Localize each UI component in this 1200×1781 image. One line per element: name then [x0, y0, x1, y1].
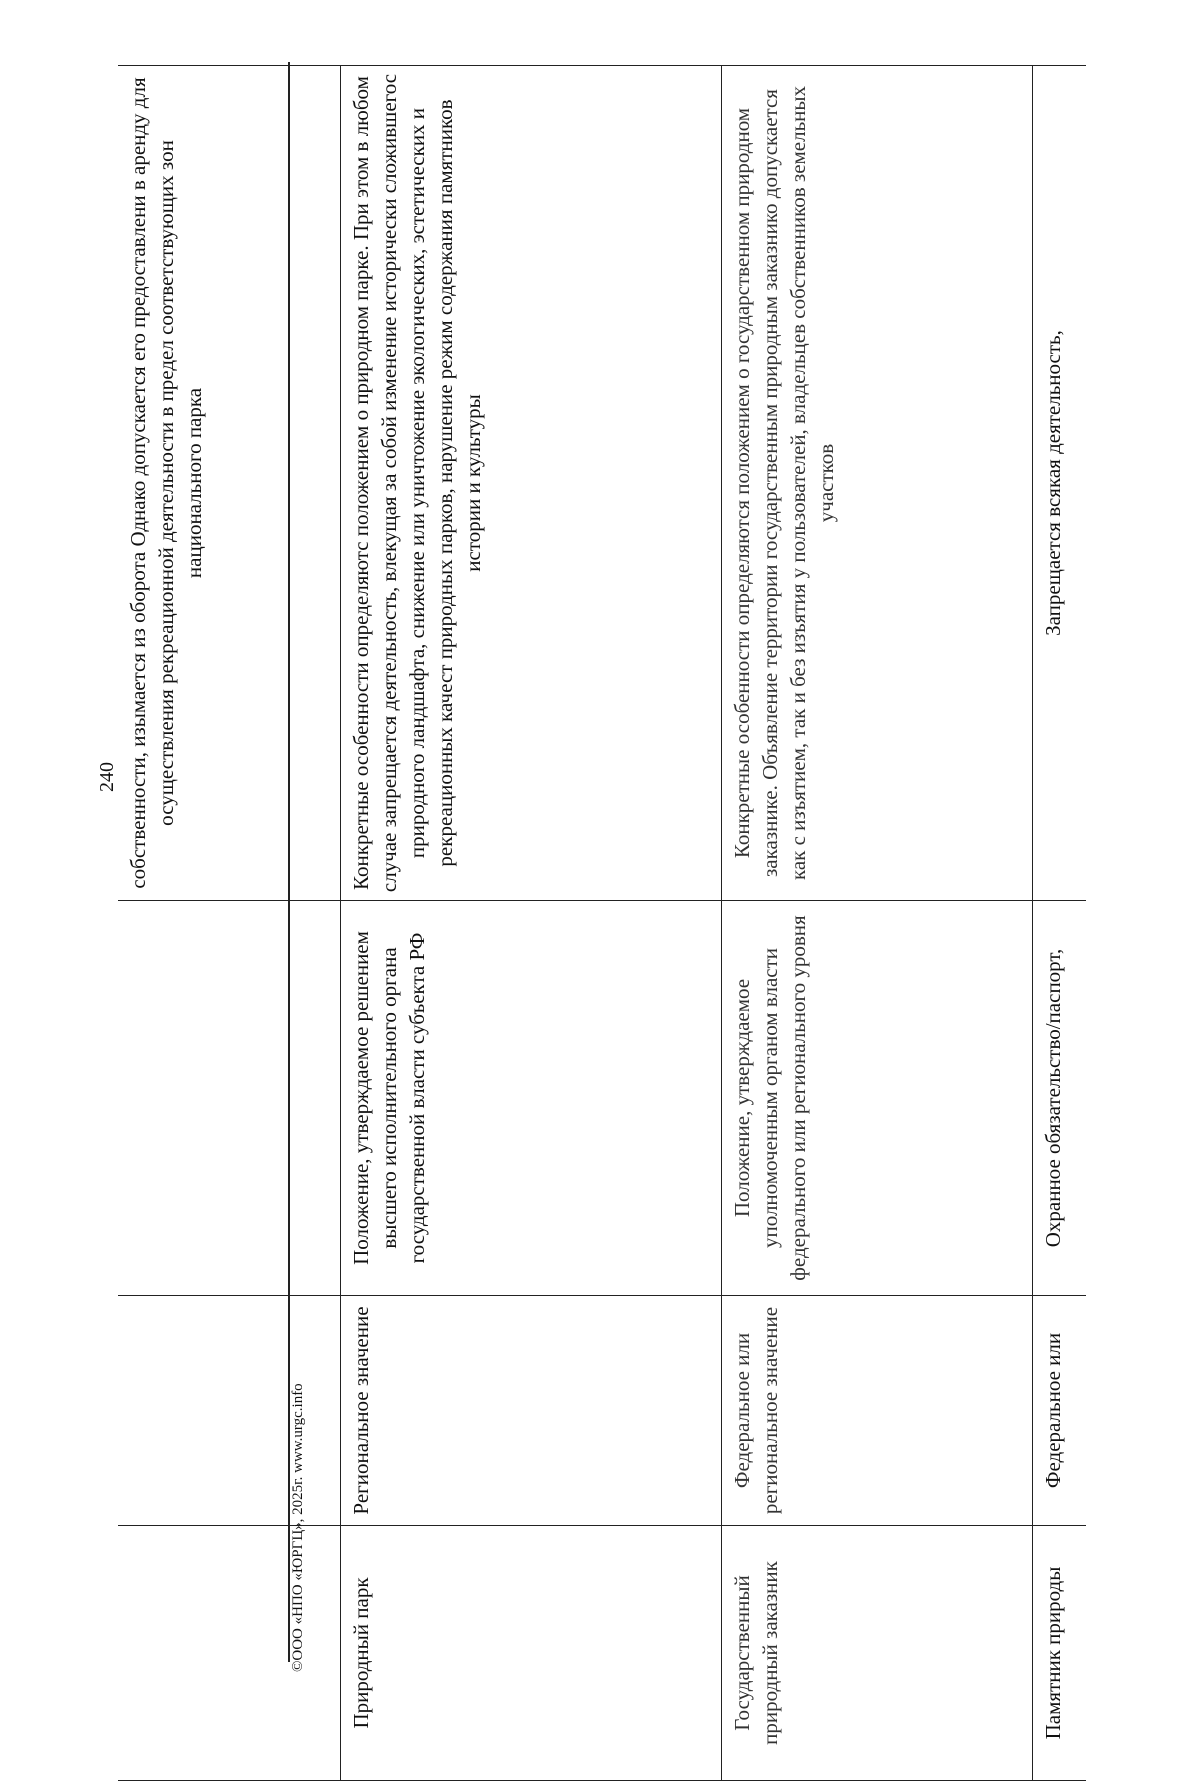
page-number: 240: [96, 762, 118, 792]
table-row: [1033, 66, 1087, 1781]
cell-basis: Положение, утверждаемое решением высшего исполнительного органа государственной власти субъекта РФ: [341, 901, 722, 1296]
rotated-table-wrapper: [118, 66, 1065, 1781]
cell-significance: Федеральное или региональное значение: [722, 1296, 1033, 1526]
cell-basis: Охранное обязательство/паспорт,: [1033, 901, 1087, 1296]
cell-regime: Запрещается всякая деятельность,: [1033, 66, 1087, 901]
cell-significance: Региональное значение: [341, 1296, 722, 1526]
cell-regime: собственности, изымается из оборота Однако допускается его предоставлени в аренду для осуществления рекреационной деятельности в предел соответствующих зон национального парка: [118, 66, 341, 901]
cell-name: Памятник природы: [1033, 1526, 1087, 1781]
cell-regime: Конкретные особенности определяются положением о государственном природном заказнике. Объявление территории государственным природным заказнико допускается как с изъятием, так и без изъятия у пользователей, владельцев собственников земельных участков: [722, 66, 1033, 901]
cell-basis: [118, 901, 341, 1296]
table-row: [118, 66, 341, 1781]
footer-copyright: ©ООО «НПО «ЮРГЦ», 2025г. www.urgc.info: [290, 1383, 306, 1672]
cell-basis: Положение, утверждаемое уполномоченным органом власти федерального или регионального уровня: [722, 901, 1033, 1296]
cell-significance: Федеральное или: [1033, 1296, 1087, 1526]
cell-name: Природный парк: [341, 1526, 722, 1781]
cell-name: Государственный природный заказник: [722, 1526, 1033, 1781]
cell-regime: Конкретные особенности определяютс положением о природном парке. При этом в любом случае запрещается деятельность, влекущая за собой изменение исторически сложившегос природного ландшафта, снижение или уничтожение экологических, эстетических и рекреационных качест природных парков, нарушение режим содержания памятников истории и культуры: [341, 66, 722, 901]
table-row: [341, 66, 722, 1781]
cell-significance: [118, 1296, 341, 1526]
cell-name: [118, 1526, 341, 1781]
table-row: [722, 66, 1033, 1781]
protected-areas-table: [118, 65, 1086, 1781]
